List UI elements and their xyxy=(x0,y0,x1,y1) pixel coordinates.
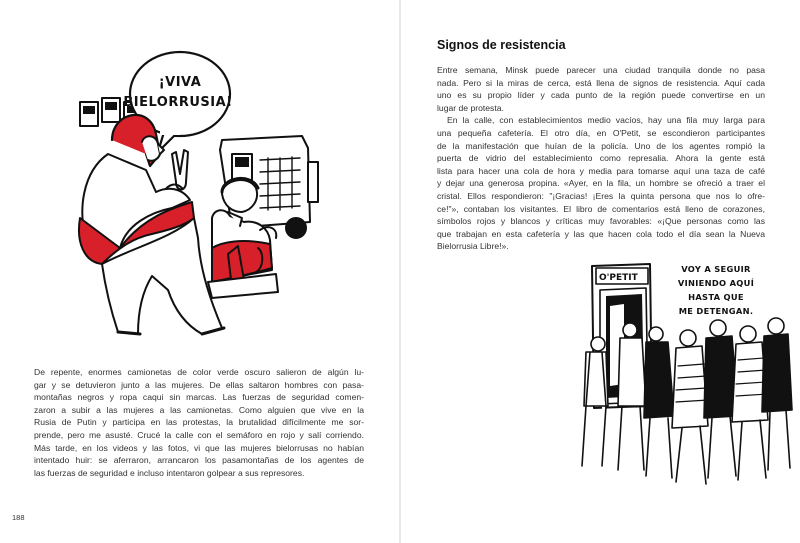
text-line: lugar de protesta. xyxy=(437,102,504,113)
text-line: nada. Pero si la miras de cerca, está llena de signos de resistencia. Aquí cada xyxy=(437,77,765,88)
caption-line-1: VOY A SEGUIR xyxy=(681,264,751,274)
left-page-text xyxy=(34,366,364,479)
speech-bubble-line-2: BIELORRUSIA! xyxy=(123,95,233,110)
paragraph-2 xyxy=(437,114,765,253)
cafe-queue-illustration xyxy=(572,256,796,490)
caption-line-2: VINIENDO AQUÍ xyxy=(677,278,755,288)
text-line: de la manifestación que huían de la policía. Uno de los agentes rompió la xyxy=(437,140,765,151)
text-line: Entre semana, Minsk puede parecer una ciudad tranquila donde no pasa xyxy=(437,65,765,75)
caption-line-4: ME DETENGAN. xyxy=(678,306,754,316)
text-line: intentado huir: se aferraron, arrancaron los pasamontañas de los agentes de xyxy=(34,455,364,466)
woman-with-flag xyxy=(79,115,224,334)
text-line: una pequeña cafetería. El otro día, en O'Petit, se escondieron participantes xyxy=(437,127,765,138)
cafe-sign: O'PETIT xyxy=(599,273,638,283)
text-line: cristal. Ellos respondieron: "¡Gracias! ¡Eres la quinta persona que nos lo ofre- xyxy=(437,190,765,201)
section-heading: Signos de resistencia xyxy=(437,38,566,52)
text-line: lista para hacer una cola de hora y media para tomarse aquí una taza de café xyxy=(437,165,765,176)
book-gutter xyxy=(399,0,401,543)
text-line: ce!"», contaban los visitantes. El libro de comentarios está lleno de corazones, xyxy=(437,203,765,214)
right-page-text xyxy=(437,64,765,253)
text-line: montañas negros y ropa caqui sin marcas. Las fuerzas de seguridad comen- xyxy=(34,392,364,403)
text-line: De repente, enormes camionetas de color verde oscuro salieron de algún lu- xyxy=(34,367,364,377)
text-line: Rusia de Putin y participa en las protestas, la brutalidad difícilmente me sor- xyxy=(34,417,364,428)
page-number: 188 xyxy=(12,513,25,522)
text-line: Bielorrusia Libre!». xyxy=(437,241,509,252)
text-line: Más tarde, en los videos y las fotos, vi que las mujeres bielorrusas no habían xyxy=(34,442,364,453)
text-line: y dejar una generosa propina. «Ayer, en la fila, un hombre se ofreció a traer el xyxy=(437,178,765,189)
text-line: gar y se detuvieron junto a las mujeres. De ellas saltaron hombres con pasa- xyxy=(34,379,364,390)
text-line: zaron a subir a las mujeres a las camionetas. Como alguien que vive en la xyxy=(34,404,364,415)
text-line: uno es su propio líder y cada punto de la región puede convertirse en un xyxy=(437,90,765,101)
text-line: prende, pero me asusté. Crucé la calle con el semáforo en rojo y salí corriendo. xyxy=(34,429,364,440)
text-line: que trabajan en esta cafetería y las que hacen cola todo el día sean la Nueva xyxy=(437,228,765,239)
text-line: las fuerzas de seguridad e incluso intentaron golpear a sus represores. xyxy=(34,467,305,478)
text-line: En la calle, con establecimientos medio vacíos, hay una fila muy larga para xyxy=(447,115,765,126)
text-line: puerta de vidrio del establecimiento como represalia. Ahora la gente está xyxy=(437,153,765,164)
caption-line-3: HASTA QUE xyxy=(688,292,744,302)
protest-illustration xyxy=(72,42,334,348)
text-line: símbolos rojos y blancos y críticas muy favorables: «¡Que personas como las xyxy=(437,216,765,227)
speech-bubble-line-1: ¡VIVA xyxy=(158,75,202,90)
paragraph-1 xyxy=(437,64,765,114)
